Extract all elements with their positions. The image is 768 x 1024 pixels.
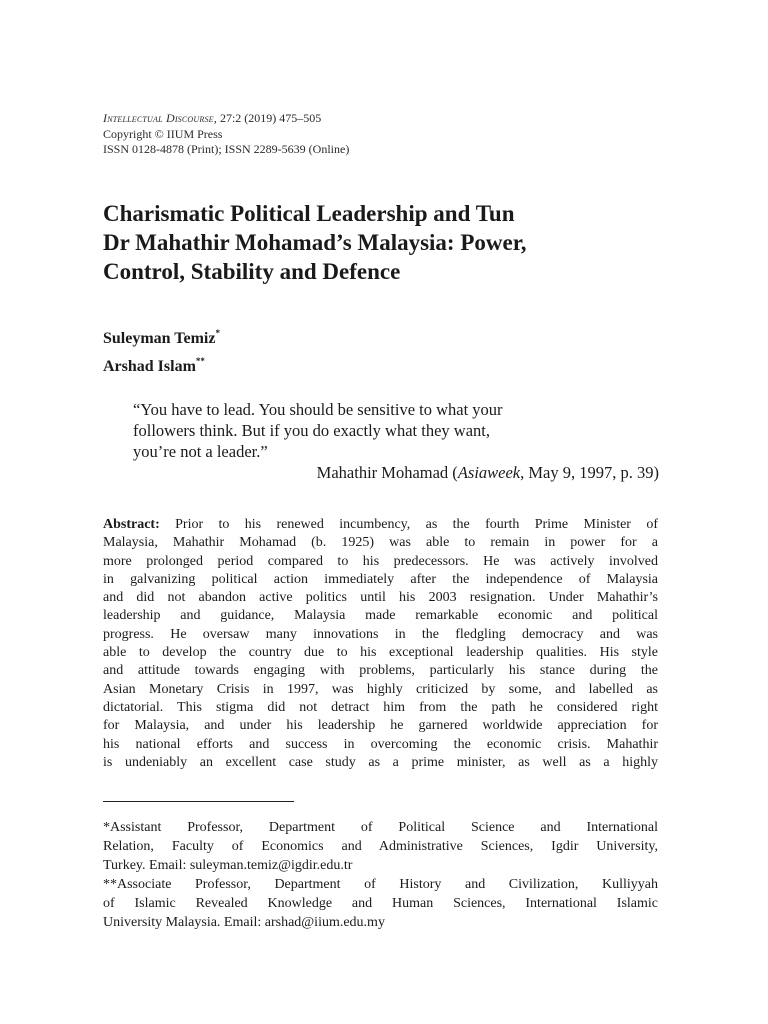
abstract-line: dictatorial. This stigma did not detract him from the path he considered right (103, 699, 658, 715)
paper-title (103, 199, 663, 286)
footnote-divider (103, 801, 294, 802)
abstract-line: able to develop the country due to his exceptional leadership qualities. His style (103, 645, 658, 661)
attribution-source: Asiaweek, (457, 463, 525, 482)
journal-citation (103, 111, 349, 127)
abstract-label: Abstract: (103, 517, 160, 532)
attribution-date: May 9, 1997, p. 39) (524, 463, 659, 482)
abstract-line: in galvanizing political action immediately after the independence of Malaysia (103, 571, 658, 587)
attribution-name: Mahathir Mohamad ( (316, 463, 458, 482)
abstract-line: Abstract: Prior to his renewed incumbency, as the fourth Prime Minister of (103, 517, 658, 532)
quote-attribution (133, 462, 663, 483)
abstract-line: Asian Monetary Crisis in 1997, was highly criticized by some, and labelled as (103, 681, 658, 697)
journal-header (103, 111, 349, 158)
footnotes (103, 818, 658, 932)
footnote-line: of Islamic Revealed Knowledge and Human Sciences, International Islamic (103, 896, 658, 911)
footnote-mark: ** (195, 356, 205, 366)
abstract-line: for Malaysia, and under his leadership he garnered worldwide appreciation for (103, 718, 658, 734)
title-line-2: Dr Mahathir Mohamad’s Malaysia: Power, (103, 230, 527, 255)
abstract-line: progress. He oversaw many innovations in the fledgling democracy and was (103, 626, 658, 642)
abstract-line: and did not abandon active politics until his 2003 resignation. Under Mahathir’s (103, 590, 658, 606)
abstract-line: more prolonged period compared to his predecessors. He was actively involved (103, 553, 658, 569)
abstract-line: and attitude towards engaging with problems, particularly his stance during the (103, 663, 658, 679)
title-line-1: Charismatic Political Leadership and Tun (103, 201, 515, 226)
journal-volume: 27:2 (2019) 475–505 (216, 111, 322, 125)
author-1 (103, 322, 220, 350)
author-name: Suleyman Temiz (103, 330, 216, 347)
journal-name: Intellectual Discourse, (103, 111, 217, 125)
issn-line: ISSN 0128-4878 (Print); ISSN 2289-5639 (Online) (103, 142, 350, 156)
copyright-line: Copyright © IIUM Press (103, 126, 223, 141)
quote-line-3: you’re not a leader.” (133, 442, 268, 461)
footnote-line: **Associate Professor, Department of History and Civilization, Kulliyyah (103, 877, 658, 892)
abstract-line: leadership and guidance, Malaysia made remarkable economic and political (103, 608, 658, 624)
title-line-3: Control, Stability and Defence (103, 259, 401, 284)
quote-line-1: “You have to lead. You should be sensitive to what your (133, 400, 503, 419)
footnote-line: University Malaysia. Email: arshad@iium.edu.my (103, 915, 385, 930)
epigraph-quote (133, 399, 663, 483)
footnote-line: Relation, Faculty of Economics and Administrative Sciences, Igdir University, (103, 839, 658, 854)
abstract (103, 516, 658, 772)
footnote-line: *Assistant Professor, Department of Political Science and International (103, 820, 658, 835)
footnote-mark: * (215, 328, 220, 338)
abstract-line: his national efforts and success in overcoming the economic crisis. Mahathir (103, 736, 658, 752)
footnote-line: Turkey. Email: suleyman.temiz@igdir.edu.tr (103, 858, 353, 873)
author-name: Arshad Islam (103, 358, 196, 375)
quote-line-2: followers think. But if you do exactly what they want, (133, 421, 490, 440)
abstract-line: Malaysia, Mahathir Mohamad (b. 1925) was able to remain in power for a (103, 535, 658, 551)
author-list (103, 322, 220, 378)
abstract-line: is undeniably an excellent case study as a prime minister, as well as a highly (103, 754, 658, 770)
author-2 (103, 350, 220, 378)
